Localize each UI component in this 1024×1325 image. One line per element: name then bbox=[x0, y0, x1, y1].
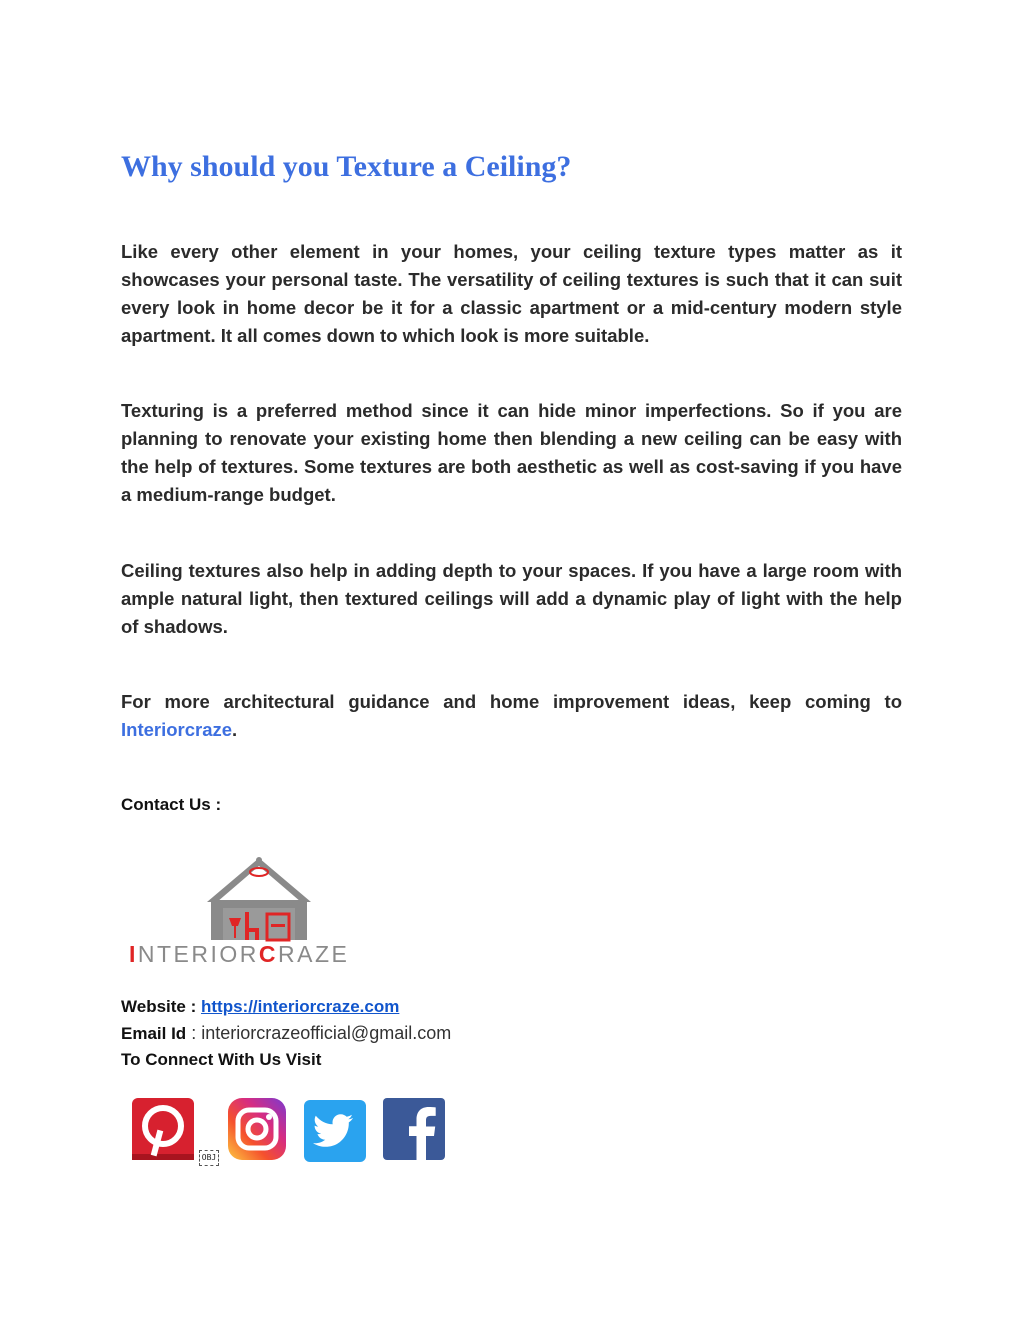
website-link[interactable]: https://interiorcraze.com bbox=[200, 997, 400, 1016]
email-value: interiorcrazeofficial@gmail.com bbox=[201, 1023, 452, 1043]
twitter-icon[interactable] bbox=[303, 1098, 367, 1164]
website-label: Website : bbox=[121, 997, 201, 1016]
logo-text-raze: RAZE bbox=[278, 941, 350, 967]
svg-text:INTERIORCRAZE bbox=[129, 941, 349, 967]
email-separator: : bbox=[186, 1023, 202, 1043]
paragraph-2: Texturing is a preferred method since it can hide minor imperfections. So if you are planning to renovate your existing home then blending a new ceiling can be easy with the help of textures. Some textures are both aesthetic as well as cost-saving if you have a medium-range budget. bbox=[121, 400, 902, 505]
connect-text: To Connect With Us Visit bbox=[121, 1050, 322, 1069]
interiorcraze-logo bbox=[125, 852, 400, 967]
contact-heading: Contact Us : bbox=[121, 795, 222, 814]
closing-text: For more architectural guidance and home improvement ideas, keep coming to bbox=[121, 691, 902, 712]
instagram-icon[interactable] bbox=[227, 1094, 287, 1164]
pinterest-icon[interactable] bbox=[130, 1094, 196, 1164]
closing-paragraph bbox=[121, 688, 902, 744]
paragraph-1: Like every other element in your homes, your ceiling texture types matter as it showcases your personal taste. The versatility of ceiling textures is such that it can suit every look in home decor be it for a classic apartment or a mid-century modern style apartment. It all comes down to which look is more suitable. bbox=[121, 241, 902, 346]
paragraph-3: Ceiling textures also help in adding depth to your spaces. If you have a large room with ample natural light, then textured ceilings will add a dynamic play of light with the help of shadows. bbox=[121, 560, 902, 637]
logo-text-nterior: NTERIOR bbox=[137, 941, 259, 967]
email-label: Email Id bbox=[121, 1024, 187, 1043]
closing-period: . bbox=[232, 719, 238, 740]
website-line bbox=[121, 997, 399, 1017]
page-title: Why should you Texture a Ceiling? bbox=[121, 150, 572, 183]
facebook-icon[interactable] bbox=[382, 1096, 446, 1162]
email-line bbox=[121, 1023, 451, 1044]
connect-line bbox=[121, 1050, 321, 1070]
logo-text-i: I bbox=[129, 941, 138, 967]
interiorcraze-link[interactable]: Interiorcraze bbox=[121, 719, 233, 740]
logo-text-c: C bbox=[258, 941, 279, 967]
object-placeholder: OBJ bbox=[199, 1150, 219, 1166]
